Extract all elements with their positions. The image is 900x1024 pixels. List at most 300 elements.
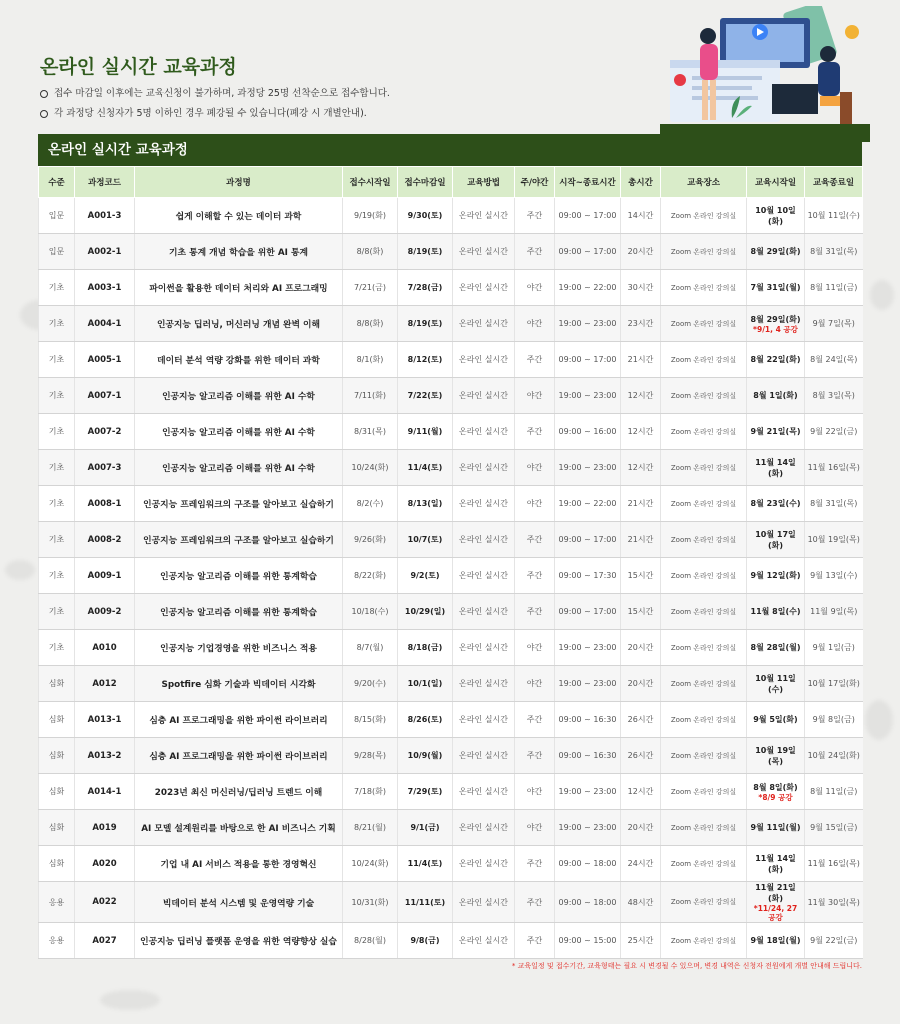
table-row <box>39 630 863 666</box>
course-name-cell: 인공지능 프레임워크의 구조를 알아보고 실습하기 <box>135 522 343 558</box>
method-cell: 온라인 실시간 <box>453 774 515 810</box>
table-row <box>39 738 863 774</box>
course-name-cell: 인공지능 프레임워크의 구조를 알아보고 실습하기 <box>135 486 343 522</box>
course-start-cell: 10월 11일(수) <box>747 666 805 702</box>
table-header-row <box>39 167 863 198</box>
table-title-bar: 온라인 실시간 교육과정 <box>38 134 862 166</box>
location-cell: Zoom 온라인 강의실 <box>661 738 747 774</box>
course-name-cell: AI 모델 설계원리를 바탕으로 한 AI 비즈니스 기획 <box>135 810 343 846</box>
time-cell: 09:00 ~ 18:00 <box>555 882 621 923</box>
course-code-cell: A001-3 <box>75 198 135 234</box>
course-code-cell: A007-3 <box>75 450 135 486</box>
day-night-cell: 야간 <box>515 450 555 486</box>
registration-start-cell: 8/31(목) <box>343 414 398 450</box>
course-end-cell: 9월 13일(수) <box>805 558 863 594</box>
level-cell: 심화 <box>39 738 75 774</box>
time-cell: 19:00 ~ 23:00 <box>555 810 621 846</box>
registration-start-cell: 8/2(수) <box>343 486 398 522</box>
total-hours-cell: 48시간 <box>621 882 661 923</box>
total-hours-cell: 24시간 <box>621 846 661 882</box>
course-end-cell: 9월 7일(목) <box>805 306 863 342</box>
table-row <box>39 774 863 810</box>
registration-start-cell: 8/1(화) <box>343 342 398 378</box>
location-cell: Zoom 온라인 강의실 <box>661 414 747 450</box>
notice-list <box>40 84 390 124</box>
course-code-cell: A002-1 <box>75 234 135 270</box>
registration-end-cell: 8/12(토) <box>398 342 453 378</box>
time-cell: 09:00 ~ 17:00 <box>555 522 621 558</box>
day-night-cell: 주간 <box>515 594 555 630</box>
course-name-cell: Spotfire 심화 기술과 빅데이터 시각화 <box>135 666 343 702</box>
time-cell: 19:00 ~ 23:00 <box>555 666 621 702</box>
level-cell: 기초 <box>39 414 75 450</box>
total-hours-cell: 12시간 <box>621 774 661 810</box>
course-name-cell: 인공지능 알고리즘 이해를 위한 통계학습 <box>135 594 343 630</box>
method-cell: 온라인 실시간 <box>453 450 515 486</box>
table-row <box>39 882 863 923</box>
registration-end-cell: 8/19(토) <box>398 234 453 270</box>
registration-end-cell: 8/13(일) <box>398 486 453 522</box>
course-end-cell: 9월 15일(금) <box>805 810 863 846</box>
course-code-cell: A010 <box>75 630 135 666</box>
schedule-note: *11/24, 27 공강 <box>753 904 798 922</box>
location-cell: Zoom 온라인 강의실 <box>661 270 747 306</box>
time-cell: 19:00 ~ 23:00 <box>555 450 621 486</box>
column-header: 과정명 <box>135 167 343 198</box>
course-table-body <box>39 198 863 959</box>
method-cell: 온라인 실시간 <box>453 198 515 234</box>
registration-end-cell: 10/7(토) <box>398 522 453 558</box>
course-table <box>38 166 863 959</box>
method-cell: 온라인 실시간 <box>453 666 515 702</box>
time-cell: 19:00 ~ 23:00 <box>555 378 621 414</box>
column-header: 교육시작일 <box>747 167 805 198</box>
column-header: 수준 <box>39 167 75 198</box>
day-night-cell: 야간 <box>515 810 555 846</box>
course-name-cell: 인공지능 알고리즘 이해를 위한 AI 수학 <box>135 450 343 486</box>
day-night-cell: 야간 <box>515 378 555 414</box>
table-row <box>39 270 863 306</box>
location-cell: Zoom 온라인 강의실 <box>661 923 747 959</box>
course-start-cell: 7월 31일(월) <box>747 270 805 306</box>
method-cell: 온라인 실시간 <box>453 270 515 306</box>
table-row <box>39 810 863 846</box>
total-hours-cell: 26시간 <box>621 738 661 774</box>
method-cell: 온라인 실시간 <box>453 234 515 270</box>
registration-start-cell: 10/18(수) <box>343 594 398 630</box>
time-cell: 09:00 ~ 17:00 <box>555 342 621 378</box>
table-row <box>39 486 863 522</box>
course-end-cell: 10월 24일(화) <box>805 738 863 774</box>
course-start-cell: 10월 10일(화) <box>747 198 805 234</box>
total-hours-cell: 25시간 <box>621 923 661 959</box>
total-hours-cell: 12시간 <box>621 414 661 450</box>
table-row <box>39 846 863 882</box>
total-hours-cell: 23시간 <box>621 306 661 342</box>
course-end-cell: 10월 11일(수) <box>805 198 863 234</box>
course-code-cell: A003-1 <box>75 270 135 306</box>
registration-end-cell: 9/11(월) <box>398 414 453 450</box>
method-cell: 온라인 실시간 <box>453 378 515 414</box>
course-code-cell: A012 <box>75 666 135 702</box>
course-start-cell: 9월 18일(월) <box>747 923 805 959</box>
course-start-cell: 8월 1일(화) <box>747 378 805 414</box>
course-name-cell: 인공지능 알고리즘 이해를 위한 AI 수학 <box>135 378 343 414</box>
course-start-cell: 10월 19일(목) <box>747 738 805 774</box>
course-end-cell: 8월 11일(금) <box>805 270 863 306</box>
level-cell: 기초 <box>39 558 75 594</box>
level-cell: 기초 <box>39 378 75 414</box>
registration-end-cell: 9/2(토) <box>398 558 453 594</box>
course-end-cell: 8월 31일(목) <box>805 234 863 270</box>
table-row <box>39 414 863 450</box>
day-night-cell: 주간 <box>515 702 555 738</box>
time-cell: 09:00 ~ 17:00 <box>555 594 621 630</box>
total-hours-cell: 30시간 <box>621 270 661 306</box>
course-start-cell: 11월 8일(수) <box>747 594 805 630</box>
course-end-cell: 9월 8일(금) <box>805 702 863 738</box>
registration-start-cell: 9/20(수) <box>343 666 398 702</box>
column-header: 접수시작일 <box>343 167 398 198</box>
course-code-cell: A008-2 <box>75 522 135 558</box>
total-hours-cell: 21시간 <box>621 486 661 522</box>
day-night-cell: 야간 <box>515 270 555 306</box>
location-cell: Zoom 온라인 강의실 <box>661 666 747 702</box>
time-cell: 19:00 ~ 23:00 <box>555 306 621 342</box>
course-start-cell: 11월 21일(화) *11/24, 27 공강 <box>747 882 805 923</box>
registration-end-cell: 9/1(금) <box>398 810 453 846</box>
day-night-cell: 주간 <box>515 522 555 558</box>
course-code-cell: A014-1 <box>75 774 135 810</box>
table-row <box>39 522 863 558</box>
location-cell: Zoom 온라인 강의실 <box>661 630 747 666</box>
time-cell: 19:00 ~ 22:00 <box>555 270 621 306</box>
course-name-cell: 인공지능 알고리즘 이해를 위한 AI 수학 <box>135 414 343 450</box>
course-table-container <box>38 134 862 959</box>
level-cell: 기초 <box>39 522 75 558</box>
course-name-cell: 파이썬을 활용한 데이터 처리와 AI 프로그래밍 <box>135 270 343 306</box>
table-row <box>39 666 863 702</box>
method-cell: 온라인 실시간 <box>453 882 515 923</box>
registration-start-cell: 9/26(화) <box>343 522 398 558</box>
column-header: 과정코드 <box>75 167 135 198</box>
course-name-cell: 인공지능 기업경영을 위한 비즈니스 적용 <box>135 630 343 666</box>
course-name-cell: 심층 AI 프로그래밍을 위한 파이썬 라이브러리 <box>135 702 343 738</box>
level-cell: 기초 <box>39 594 75 630</box>
course-name-cell: 기초 통계 개념 학습을 위한 AI 통계 <box>135 234 343 270</box>
course-start-cell: 8월 28일(월) <box>747 630 805 666</box>
course-end-cell: 8월 31일(목) <box>805 486 863 522</box>
footnote: * 교육일정 및 접수기간, 교육형태는 필요 시 변경될 수 있으며, 변경 내역은 신청자 전원에게 개별 안내해 드립니다. <box>511 962 862 970</box>
course-name-cell: 데이터 분석 역량 강화를 위한 데이터 과학 <box>135 342 343 378</box>
course-start-cell: 8월 22일(화) <box>747 342 805 378</box>
registration-end-cell: 9/30(토) <box>398 198 453 234</box>
course-code-cell: A005-1 <box>75 342 135 378</box>
level-cell: 심화 <box>39 846 75 882</box>
registration-start-cell: 8/8(화) <box>343 306 398 342</box>
level-cell: 심화 <box>39 774 75 810</box>
course-start-cell: 9월 12일(화) <box>747 558 805 594</box>
time-cell: 09:00 ~ 15:00 <box>555 923 621 959</box>
course-end-cell: 9월 1일(금) <box>805 630 863 666</box>
course-end-cell: 8월 11일(금) <box>805 774 863 810</box>
day-night-cell: 야간 <box>515 630 555 666</box>
level-cell: 심화 <box>39 702 75 738</box>
time-cell: 19:00 ~ 23:00 <box>555 630 621 666</box>
level-cell: 응용 <box>39 923 75 959</box>
registration-start-cell: 10/31(화) <box>343 882 398 923</box>
course-name-cell: 인공지능 알고리즘 이해를 위한 통계학습 <box>135 558 343 594</box>
location-cell: Zoom 온라인 강의실 <box>661 198 747 234</box>
course-code-cell: A013-1 <box>75 702 135 738</box>
method-cell: 온라인 실시간 <box>453 630 515 666</box>
location-cell: Zoom 온라인 강의실 <box>661 558 747 594</box>
total-hours-cell: 14시간 <box>621 198 661 234</box>
course-end-cell: 11월 16일(목) <box>805 846 863 882</box>
course-name-cell: 인공지능 딥러닝, 머신러닝 개념 완벽 이해 <box>135 306 343 342</box>
registration-end-cell: 11/11(토) <box>398 882 453 923</box>
location-cell: Zoom 온라인 강의실 <box>661 774 747 810</box>
course-name-cell: 빅데이터 분석 시스템 및 운영역량 기술 <box>135 882 343 923</box>
course-code-cell: A009-1 <box>75 558 135 594</box>
time-cell: 09:00 ~ 16:30 <box>555 702 621 738</box>
level-cell: 기초 <box>39 450 75 486</box>
schedule-note: *9/1, 4 공강 <box>753 324 798 334</box>
time-cell: 19:00 ~ 22:00 <box>555 486 621 522</box>
day-night-cell: 주간 <box>515 846 555 882</box>
day-night-cell: 야간 <box>515 666 555 702</box>
location-cell: Zoom 온라인 강의실 <box>661 594 747 630</box>
method-cell: 온라인 실시간 <box>453 558 515 594</box>
registration-end-cell: 9/8(금) <box>398 923 453 959</box>
online-learning-illustration <box>660 6 870 142</box>
registration-end-cell: 7/22(토) <box>398 378 453 414</box>
column-header: 교육방법 <box>453 167 515 198</box>
method-cell: 온라인 실시간 <box>453 738 515 774</box>
time-cell: 09:00 ~ 17:30 <box>555 558 621 594</box>
course-name-cell: 인공지능 딥러닝 플랫폼 운영을 위한 역량향상 실습 <box>135 923 343 959</box>
total-hours-cell: 26시간 <box>621 702 661 738</box>
method-cell: 온라인 실시간 <box>453 594 515 630</box>
time-cell: 09:00 ~ 16:30 <box>555 738 621 774</box>
course-end-cell: 10월 19일(목) <box>805 522 863 558</box>
circle-bullet-icon <box>40 90 48 98</box>
total-hours-cell: 21시간 <box>621 522 661 558</box>
table-row <box>39 702 863 738</box>
course-start-cell: 11월 14일(화) <box>747 450 805 486</box>
registration-end-cell: 8/26(토) <box>398 702 453 738</box>
course-start-cell: 8월 29일(화) <box>747 234 805 270</box>
time-cell: 09:00 ~ 18:00 <box>555 846 621 882</box>
circle-bullet-icon <box>40 110 48 118</box>
total-hours-cell: 15시간 <box>621 594 661 630</box>
course-end-cell: 9월 22일(금) <box>805 414 863 450</box>
level-cell: 입문 <box>39 198 75 234</box>
total-hours-cell: 20시간 <box>621 810 661 846</box>
course-start-cell: 9월 11일(월) <box>747 810 805 846</box>
location-cell: Zoom 온라인 강의실 <box>661 486 747 522</box>
method-cell: 온라인 실시간 <box>453 810 515 846</box>
time-cell: 19:00 ~ 23:00 <box>555 774 621 810</box>
level-cell: 심화 <box>39 666 75 702</box>
level-cell: 기초 <box>39 630 75 666</box>
course-code-cell: A019 <box>75 810 135 846</box>
registration-start-cell: 10/24(화) <box>343 450 398 486</box>
column-header: 주/야간 <box>515 167 555 198</box>
registration-start-cell: 9/28(목) <box>343 738 398 774</box>
location-cell: Zoom 온라인 강의실 <box>661 378 747 414</box>
total-hours-cell: 20시간 <box>621 234 661 270</box>
column-header: 시작~종료시간 <box>555 167 621 198</box>
course-end-cell: 11월 16일(목) <box>805 450 863 486</box>
course-code-cell: A009-2 <box>75 594 135 630</box>
day-night-cell: 주간 <box>515 923 555 959</box>
level-cell: 기초 <box>39 342 75 378</box>
registration-start-cell: 7/21(금) <box>343 270 398 306</box>
location-cell: Zoom 온라인 강의실 <box>661 234 747 270</box>
registration-start-cell: 7/11(화) <box>343 378 398 414</box>
registration-start-cell: 8/21(월) <box>343 810 398 846</box>
level-cell: 기초 <box>39 306 75 342</box>
table-row <box>39 306 863 342</box>
registration-end-cell: 10/9(월) <box>398 738 453 774</box>
day-night-cell: 주간 <box>515 414 555 450</box>
registration-start-cell: 8/28(월) <box>343 923 398 959</box>
registration-start-cell: 9/19(화) <box>343 198 398 234</box>
registration-start-cell: 8/15(화) <box>343 702 398 738</box>
course-end-cell: 11월 30일(목) <box>805 882 863 923</box>
course-name-cell: 2023년 최신 머신러닝/딥러닝 트렌드 이해 <box>135 774 343 810</box>
registration-end-cell: 7/28(금) <box>398 270 453 306</box>
method-cell: 온라인 실시간 <box>453 306 515 342</box>
time-cell: 09:00 ~ 17:00 <box>555 234 621 270</box>
total-hours-cell: 20시간 <box>621 630 661 666</box>
course-start-cell: 9월 5일(화) <box>747 702 805 738</box>
course-code-cell: A027 <box>75 923 135 959</box>
day-night-cell: 주간 <box>515 882 555 923</box>
registration-start-cell: 8/8(화) <box>343 234 398 270</box>
level-cell: 입문 <box>39 234 75 270</box>
level-cell: 기초 <box>39 270 75 306</box>
course-end-cell: 11월 9일(목) <box>805 594 863 630</box>
course-start-cell: 8월 29일(화) *9/1, 4 공강 <box>747 306 805 342</box>
table-row <box>39 923 863 959</box>
method-cell: 온라인 실시간 <box>453 522 515 558</box>
day-night-cell: 야간 <box>515 306 555 342</box>
total-hours-cell: 20시간 <box>621 666 661 702</box>
day-night-cell: 주간 <box>515 198 555 234</box>
course-code-cell: A007-1 <box>75 378 135 414</box>
total-hours-cell: 12시간 <box>621 450 661 486</box>
notice-item: 각 과정당 신청자가 5명 이하인 경우 폐강될 수 있습니다(폐강 시 개별안내). <box>40 104 390 124</box>
table-row <box>39 558 863 594</box>
location-cell: Zoom 온라인 강의실 <box>661 450 747 486</box>
day-night-cell: 야간 <box>515 486 555 522</box>
course-end-cell: 8월 24일(목) <box>805 342 863 378</box>
method-cell: 온라인 실시간 <box>453 414 515 450</box>
course-name-cell: 쉽게 이해할 수 있는 데이터 과학 <box>135 198 343 234</box>
column-header: 교육장소 <box>661 167 747 198</box>
registration-start-cell: 8/7(월) <box>343 630 398 666</box>
table-row <box>39 594 863 630</box>
day-night-cell: 주간 <box>515 234 555 270</box>
course-code-cell: A022 <box>75 882 135 923</box>
course-start-cell: 9월 21일(목) <box>747 414 805 450</box>
course-code-cell: A020 <box>75 846 135 882</box>
registration-end-cell: 8/18(금) <box>398 630 453 666</box>
registration-end-cell: 8/19(토) <box>398 306 453 342</box>
column-header: 교육종료일 <box>805 167 863 198</box>
total-hours-cell: 15시간 <box>621 558 661 594</box>
course-start-cell: 10월 17일(화) <box>747 522 805 558</box>
table-row <box>39 342 863 378</box>
course-start-cell: 8월 8일(화) *8/9 공강 <box>747 774 805 810</box>
course-code-cell: A008-1 <box>75 486 135 522</box>
location-cell: Zoom 온라인 강의실 <box>661 810 747 846</box>
notice-item: 접수 마감일 이후에는 교육신청이 불가하며, 과정당 25명 선착순으로 접수합니다. <box>40 84 390 104</box>
location-cell: Zoom 온라인 강의실 <box>661 522 747 558</box>
course-start-cell: 11월 14일(화) <box>747 846 805 882</box>
column-header: 접수마감일 <box>398 167 453 198</box>
course-code-cell: A007-2 <box>75 414 135 450</box>
course-name-cell: 기업 내 AI 서비스 적용을 통한 경영혁신 <box>135 846 343 882</box>
schedule-note: *8/9 공강 <box>758 792 793 802</box>
registration-end-cell: 11/4(토) <box>398 450 453 486</box>
time-cell: 09:00 ~ 16:00 <box>555 414 621 450</box>
course-name-cell: 심층 AI 프로그래밍을 위한 파이썬 라이브러리 <box>135 738 343 774</box>
day-night-cell: 야간 <box>515 774 555 810</box>
registration-end-cell: 10/29(일) <box>398 594 453 630</box>
location-cell: Zoom 온라인 강의실 <box>661 882 747 923</box>
location-cell: Zoom 온라인 강의실 <box>661 702 747 738</box>
day-night-cell: 주간 <box>515 738 555 774</box>
day-night-cell: 주간 <box>515 342 555 378</box>
level-cell: 응용 <box>39 882 75 923</box>
registration-start-cell: 10/24(화) <box>343 846 398 882</box>
table-row <box>39 378 863 414</box>
registration-start-cell: 7/18(화) <box>343 774 398 810</box>
course-start-cell: 8월 23일(수) <box>747 486 805 522</box>
total-hours-cell: 12시간 <box>621 378 661 414</box>
course-end-cell: 9월 22일(금) <box>805 923 863 959</box>
course-end-cell: 8월 3일(목) <box>805 378 863 414</box>
page-title: 온라인 실시간 교육과정 <box>40 56 237 78</box>
registration-end-cell: 10/1(일) <box>398 666 453 702</box>
method-cell: 온라인 실시간 <box>453 923 515 959</box>
total-hours-cell: 21시간 <box>621 342 661 378</box>
method-cell: 온라인 실시간 <box>453 342 515 378</box>
column-header: 총시간 <box>621 167 661 198</box>
location-cell: Zoom 온라인 강의실 <box>661 342 747 378</box>
registration-end-cell: 11/4(토) <box>398 846 453 882</box>
registration-start-cell: 8/22(화) <box>343 558 398 594</box>
registration-end-cell: 7/29(토) <box>398 774 453 810</box>
table-row <box>39 234 863 270</box>
method-cell: 온라인 실시간 <box>453 486 515 522</box>
level-cell: 심화 <box>39 810 75 846</box>
method-cell: 온라인 실시간 <box>453 846 515 882</box>
level-cell: 기초 <box>39 486 75 522</box>
table-row <box>39 198 863 234</box>
method-cell: 온라인 실시간 <box>453 702 515 738</box>
course-code-cell: A004-1 <box>75 306 135 342</box>
day-night-cell: 주간 <box>515 558 555 594</box>
time-cell: 09:00 ~ 17:00 <box>555 198 621 234</box>
course-end-cell: 10월 17일(화) <box>805 666 863 702</box>
table-row <box>39 450 863 486</box>
course-code-cell: A013-2 <box>75 738 135 774</box>
location-cell: Zoom 온라인 강의실 <box>661 846 747 882</box>
